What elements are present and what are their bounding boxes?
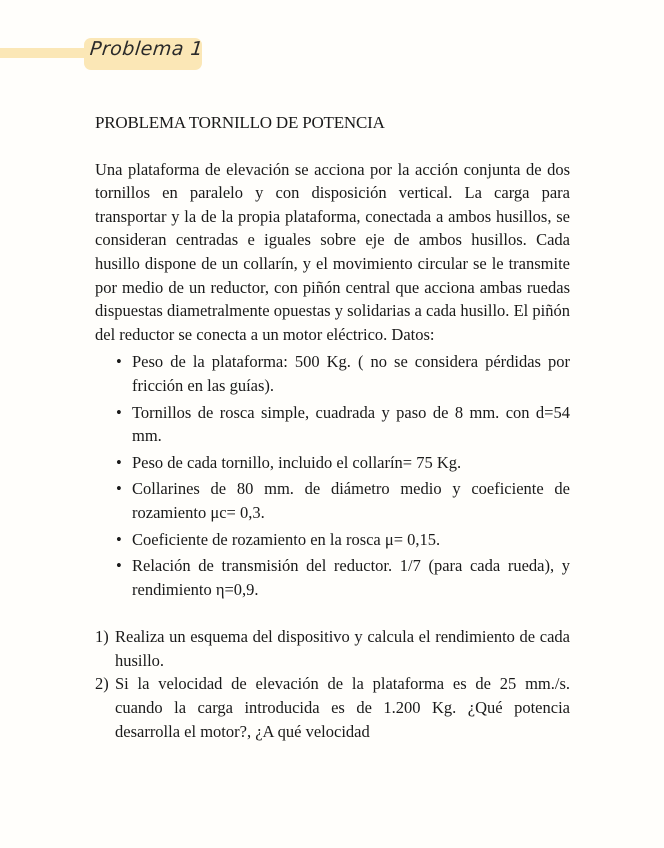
question-item — [95, 672, 570, 743]
question-list — [95, 625, 570, 743]
data-item-platform-weight: • Peso de la plataforma: 500 Kg. ( no se considera pérdidas por fricción en las guías). — [132, 350, 570, 397]
question-text: Si la velocidad de elevación de la plataforma es de 25 mm./s. cuando la carga introducida es de 1.200 Kg. ¿Qué potencia desarrolla el motor?, ¿A qué velocidad — [115, 674, 570, 741]
data-list — [95, 350, 570, 601]
document-title: PROBLEMA TORNILLO DE POTENCIA — [95, 113, 385, 132]
data-item-thread-friction: • Coeficiente de rozamiento en la rosca μ= 0,15. — [132, 528, 570, 552]
question-number: 2) — [95, 674, 109, 694]
data-item-collar: • Collarines de 80 mm. de diámetro medio y coeficiente de rozamiento μc= 0,3. — [132, 477, 570, 524]
document-body — [95, 111, 570, 743]
data-item-screw-weight: • Peso de cada tornillo, incluido el collarín= 75 Kg. — [132, 451, 570, 475]
question-item — [95, 625, 570, 672]
data-item-transmission: • Relación de transmisión del reductor. 1/7 (para cada rueda), y rendimiento η=0,9. — [132, 554, 570, 601]
intro-paragraph: Una plataforma de elevación se acciona por la acción conjunta de dos tornillos en paralelo y con disposición vertical. La carga para transportar y la de la propia plataforma, conectada a ambos husillos, se consideran centradas e iguales sobre eje de ambos husillos. Cada husillo dispone de un collarín, y el movimiento circular se le transmite por medio de un reductor, con piñón central que acciona ambas ruedas dispuestas diametralmente opuestas y solidarias a cada husillo. El piñón del reductor se conecta a un motor eléctrico. Datos: — [95, 159, 570, 344]
question-text: Realiza un esquema del dispositivo y calcula el rendimiento de cada husillo. — [115, 627, 570, 670]
data-item-screw-thread: • Tornillos de rosca simple, cuadrada y paso de 8 mm. con d=54 mm. — [132, 401, 570, 448]
highlight-mark — [0, 48, 92, 58]
problem-tag-label: Problema 1 — [88, 38, 205, 60]
question-number: 1) — [95, 627, 109, 647]
